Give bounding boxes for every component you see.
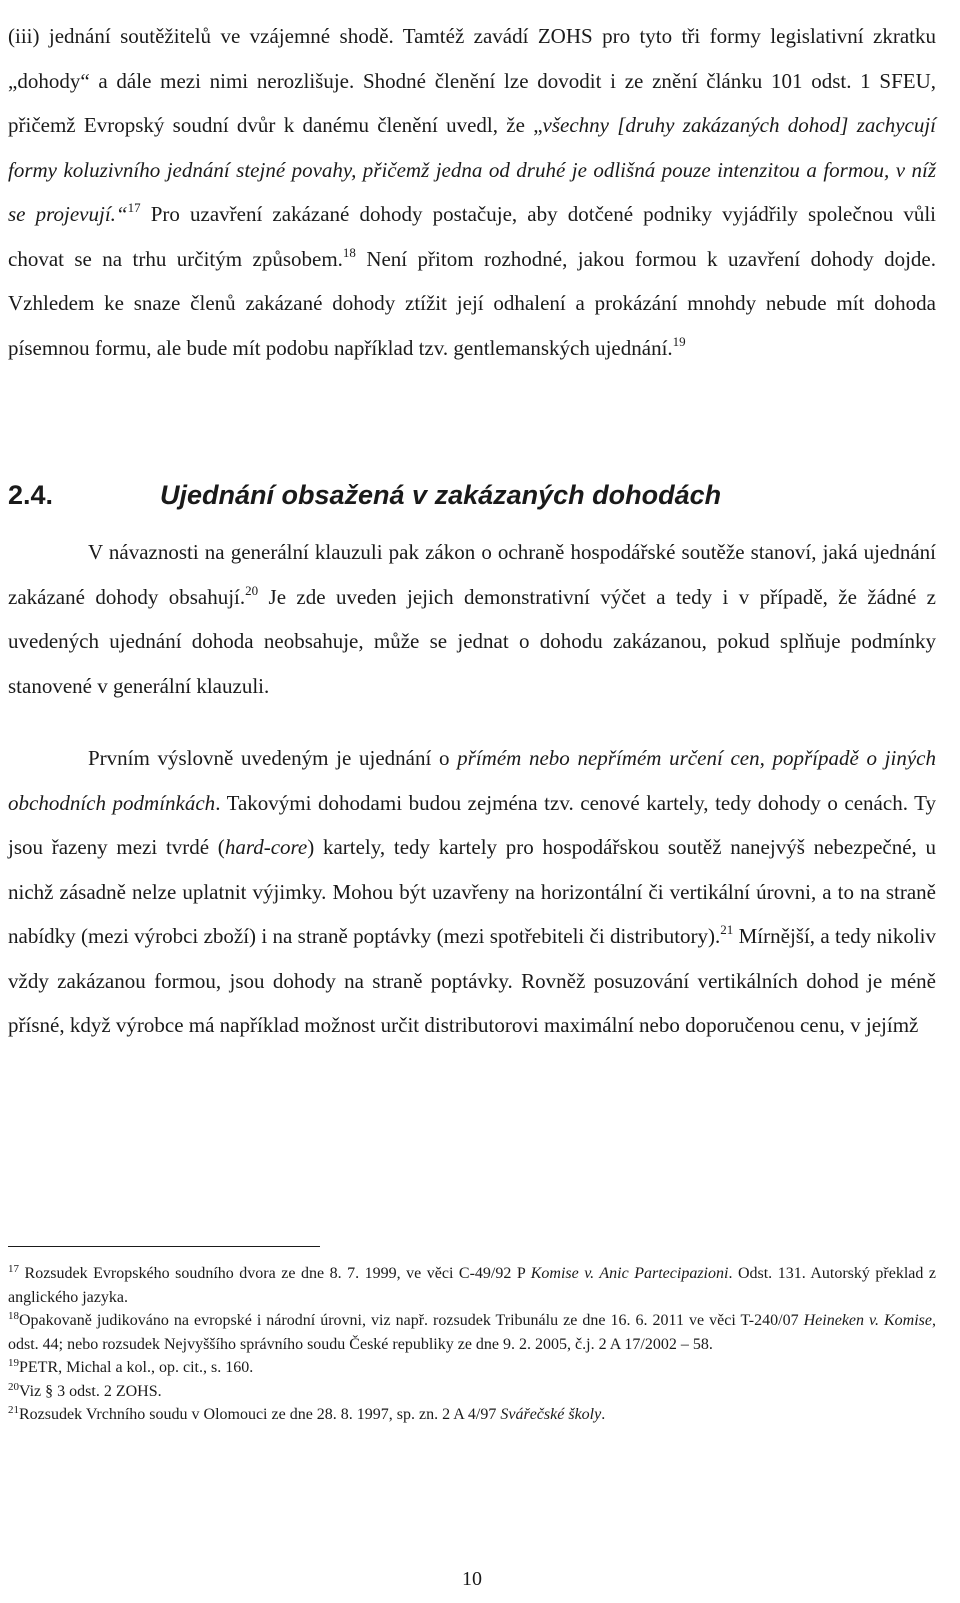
footnote-text: , odst. 44; nebo rozsudek Nejvyššího správního soudu České republiky ze dne 9. 2. 2005, č.j. 2 A 17/2002 – 58. [8, 1312, 937, 1353]
footnote-ref-19[interactable]: 19 [672, 333, 686, 349]
case-name: Svářečské školy [500, 1406, 602, 1423]
body-paragraph-2 [8, 530, 936, 708]
footnote-text: Rozsudek Evropského soudního dvora ze dne 8. 7. 1999, ve věci C-49/92 P [19, 1265, 531, 1282]
footnote-ref-20[interactable]: 20 [245, 582, 259, 598]
footnote-text: . Odst. 131. Autorský překlad z anglického jazyka. [8, 1265, 937, 1306]
paragraph-text: ) kartely, tedy kartely pro hospodářskou soutěž nanejvýš nebezpečné, u nichž zásadně nelze uplatnit výjimky. Mohou být uzavřeny na horizontální či vertikální úrovni, a to na straně nabídky (mezi výrobci zboží) i na straně poptávky (mezi spotřebiteli či distributory). [8, 835, 937, 948]
emphasized-term: hard-core [224, 835, 308, 859]
paragraph-text: Prvním výslovně uvedeným je ujednání o [88, 746, 458, 770]
body-paragraph-3 [8, 736, 936, 1048]
paragraph-text: V návaznosti na generální klauzuli pak zákon o ochraně hospodářské soutěže stanoví, jaká ujednání zakázané dohody obsahují. [8, 540, 936, 609]
quoted-text: všechny [druhy zakázaných dohod] zachycují formy koluzivního jednání stejné povahy, přičemž jedna od druhé je odlišná pouze intenzitou a formou, v níž se projevují.“ [8, 113, 937, 226]
footnote-text: Rozsudek Vrchního soudu v Olomouci ze dne 28. 8. 1997, sp. zn. 2 A 4/97 [19, 1406, 501, 1423]
paragraph-text: . Takovými dohodami budou zejména tzv. cenové kartely, tedy dohody o cenách. Ty jsou řazeny mezi tvrdé ( [8, 790, 936, 859]
footnote-17 [8, 1262, 936, 1309]
footnote-text: Viz § 3 odst. 2 ZOHS. [19, 1382, 162, 1400]
footnote-text: Opakovaně judikováno na evropské i národní úrovni, viz např. rozsudek Tribunálu ze dne 16. 6. 2011 ve věci T-240/07 [19, 1312, 804, 1329]
footnote-number: 19 [8, 1357, 19, 1369]
footnote-number: 21 [8, 1404, 19, 1416]
section-heading [8, 475, 936, 515]
section-title: Ujednání obsažená v zakázaných dohodách [160, 480, 722, 510]
case-name: Komise v. Anic Partecipazioni [530, 1265, 729, 1282]
paragraph-text: Je zde uveden jejich demonstrativní výčet a tedy i v případě, že žádné z uvedených ujednání dohoda neobsahuje, může se jednat o dohodu zakázanou, pokud splňuje podmínky stanovené v generální klauzuli. [8, 584, 936, 698]
footnote-text: . [601, 1406, 606, 1423]
footnote-number: 18 [8, 1310, 19, 1322]
footnote-text: PETR, Michal a kol., op. cit., s. 160. [19, 1359, 254, 1376]
footnote-ref-18[interactable]: 18 [342, 244, 356, 260]
footnote-number: 20 [8, 1380, 19, 1393]
footnote-18 [8, 1309, 936, 1356]
paragraph-text: (iii) jednání soutěžitelů ve vzájemné shodě. Tamtéž zavádí ZOHS pro tyto tři formy legislativní zkratku „dohody“ a dále mezi nimi nerozlišuje. Shodné členění lze dovodit i ze znění článku 101 odst. 1 SFEU, přičemž Evropský soudní dvůr k danému členění uvedl, že „ [8, 24, 936, 137]
footnote-20 [8, 1380, 936, 1404]
paragraph-text: Mírnější, a tedy nikoliv vždy zakázanou formou, jsou dohody na straně poptávky. Rovněž posuzování vertikálních dohod je méně přísné, když výrobce má například možnost určit distributorovi maximální nebo doporučenou cenu, v jejímž [8, 924, 936, 1037]
page-number: 10 [462, 1568, 482, 1590]
body-paragraph-1 [8, 14, 936, 370]
emphasized-text: přímém nebo nepřímém určení cen, popřípadě o jiných obchodních podmínkách [8, 746, 936, 815]
footnote-21 [8, 1403, 936, 1427]
footnote-19 [8, 1356, 936, 1380]
paragraph-text: Není přitom rozhodné, jakou formou k uzavření dohody dojde. Vzhledem ke snaze členů zakázané dohody ztížit její odhalení a prokázání mnohdy nebude mít dohoda písemnou formu, ale bude mít podobu například tzv. gentlemanských ujednání. [8, 246, 936, 360]
paragraph-text: Pro uzavření zakázané dohody postačuje, aby dotčené podniky vyjádřily společnou vůli chovat se na trhu určitým způsobem. [8, 202, 936, 271]
footnote-ref-21[interactable]: 21 [720, 922, 734, 937]
footnotes [8, 1262, 936, 1427]
section-number: 2.4. [8, 480, 54, 510]
case-name: Heineken v. Komise [803, 1312, 933, 1329]
footnote-separator [8, 1246, 320, 1247]
footnote-ref-17[interactable]: 17 [127, 200, 141, 215]
footnote-number: 17 [8, 1263, 19, 1275]
